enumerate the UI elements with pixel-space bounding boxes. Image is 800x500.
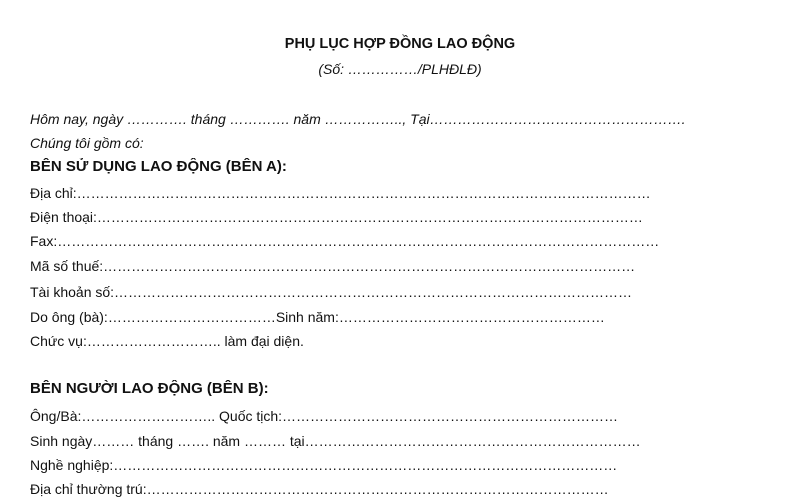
party-b-birth: Sinh ngày……… tháng ……. năm ……… tại……………………………………………………………… (30, 433, 641, 449)
document-number: (Số: ……………/PLHĐLĐ) (318, 61, 482, 77)
party-b-occupation: Nghề nghiệp:……………………………………………………………………………………………… (30, 457, 618, 473)
party-a-account: Tài khoản số:………………………………………………………………………………………………… (30, 284, 633, 300)
party-a-tax-code: Mã số thuế:…………………………………………………………………………………………………… (30, 258, 636, 274)
date-location-line: Hôm nay, ngày …………. tháng …………. năm …………….., Tại………………………………………………. (30, 111, 686, 127)
party-b-name: Ông/Bà:……………………….. Quốc tịch:……………………………………………………………… (30, 408, 619, 424)
party-a-position: Chức vụ:……………………….. làm đại diện. (30, 333, 304, 349)
intro-line: Chúng tôi gồm có: (30, 135, 144, 151)
party-b-heading: BÊN NGƯỜI LAO ĐỘNG (BÊN B): (30, 380, 269, 397)
party-a-representative: Do ông (bà):………………………………Sinh năm:………………………………………………… (30, 309, 605, 325)
party-b-residence: Địa chỉ thường trú:……………………………………………………………………………………… (30, 481, 609, 497)
document-title: PHỤ LỤC HỢP ĐỒNG LAO ĐỘNG (284, 36, 516, 52)
party-a-heading: BÊN SỬ DỤNG LAO ĐỘNG (BÊN A): (30, 158, 287, 175)
party-a-fax: Fax:………………………………………………………………………………………………………………… (30, 233, 660, 249)
party-a-address: Địa chỉ:…………………………………………………………………………………………………………… (30, 185, 651, 201)
party-a-phone: Điện thoại:……………………………………………………………………………………………………… (30, 209, 643, 225)
